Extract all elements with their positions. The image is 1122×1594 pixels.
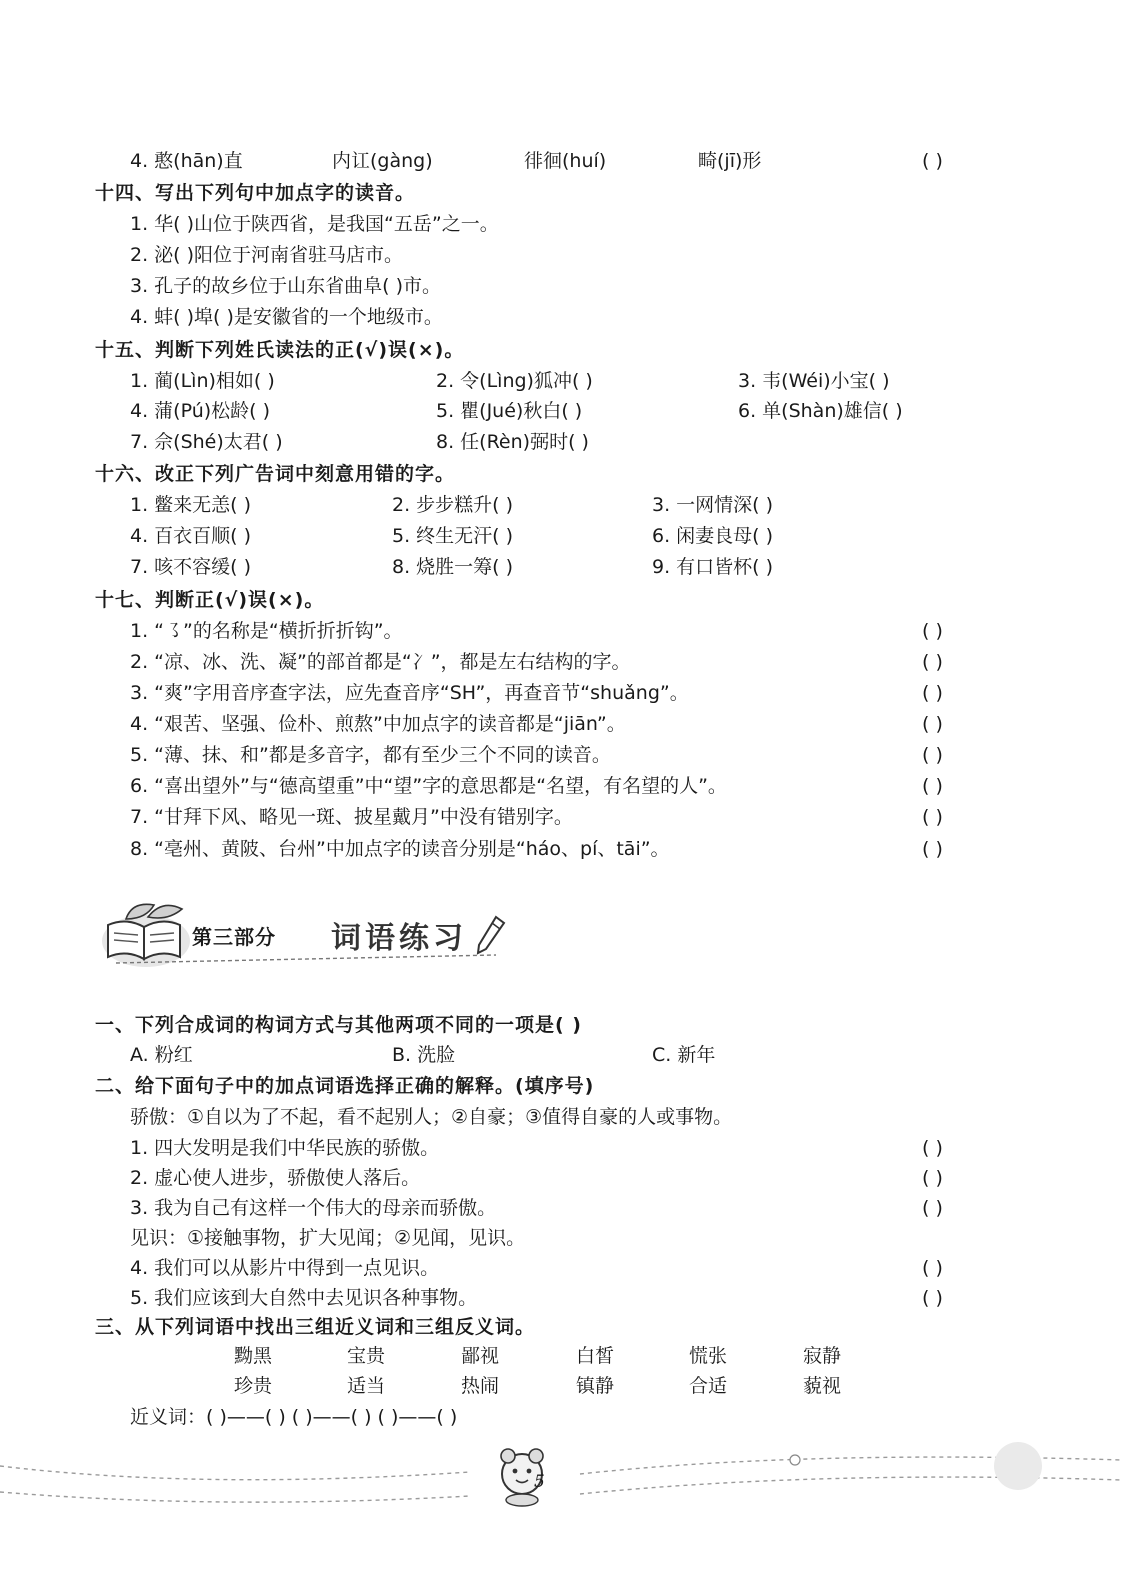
banner-title: 词语练习 bbox=[331, 921, 467, 956]
pencil-icon bbox=[476, 915, 506, 955]
answer-paren[interactable]: ( ) bbox=[922, 150, 943, 172]
section-15-title: 十五、判断下列姓氏读法的正(√)误(×)。 bbox=[95, 339, 465, 361]
sec16-item-6: 6. 闲妻良母( ) bbox=[652, 525, 774, 547]
sec16-item-3: 3. 一网情深( ) bbox=[652, 494, 774, 516]
word: 合适 bbox=[689, 1375, 728, 1397]
sec15-item-2: 2. 令(Lìng)狐冲( ) bbox=[436, 370, 593, 392]
sec17-item-1: 1. “㇌”的名称是“横折折折钩”。 bbox=[130, 620, 403, 642]
p3s2-item-1: 1. 四大发明是我们中华民族的骄傲。 bbox=[130, 1137, 440, 1159]
word: 白皙 bbox=[576, 1345, 615, 1367]
p3s2-definition-jianshi: 见识：①接触事物，扩大见闻；②见闻，见识。 bbox=[130, 1227, 526, 1249]
sec16-item-1: 1. 鳖来无恙( ) bbox=[130, 494, 252, 516]
p3s2-item-4: 4. 我们可以从影片中得到一点见识。 bbox=[130, 1257, 440, 1279]
sec17-item-3: 3. “爽”字用音序查字法，应先查音序“SH”，再查音节“shuǎng”。 bbox=[130, 682, 689, 704]
sec15-item-3: 3. 韦(Wéi)小宝( ) bbox=[738, 370, 890, 392]
word: 适当 bbox=[347, 1375, 386, 1397]
answer-paren[interactable]: ( ) bbox=[922, 682, 943, 704]
section-14-title: 十四、写出下列句中加点字的读音。 bbox=[95, 182, 416, 204]
sec14-item-3: 3. 孔子的故乡位于山东省曲阜( )市。 bbox=[130, 275, 442, 297]
word: 鄙视 bbox=[461, 1345, 500, 1367]
sec17-item-4: 4. “艰苦、坚强、俭朴、煎熬”中加点字的读音都是“jiān”。 bbox=[130, 713, 626, 735]
p3s1-option-a: A. 粉红 bbox=[130, 1044, 193, 1066]
sec16-item-8: 8. 烧胜一筹( ) bbox=[392, 556, 514, 578]
p3s2-item-2: 2. 虚心使人进步，骄傲使人落后。 bbox=[130, 1167, 421, 1189]
sec17-item-6: 6. “喜出望外”与“德高望重”中“望”字的意思都是“名望，有名望的人”。 bbox=[130, 775, 727, 797]
p3-section-2-title: 二、给下面句子中的加点词语选择正确的解释。(填序号) bbox=[95, 1075, 595, 1097]
answer-paren[interactable]: ( ) bbox=[922, 744, 943, 766]
row13-4-c: 徘徊(huí) bbox=[524, 150, 607, 172]
sec16-item-5: 5. 终生无汗( ) bbox=[392, 525, 514, 547]
row13-4-a: 4. 憨(hān)直 bbox=[130, 150, 243, 172]
sec16-item-4: 4. 百衣百顺( ) bbox=[130, 525, 252, 547]
answer-paren[interactable]: ( ) bbox=[922, 1167, 943, 1189]
mascot-icon bbox=[484, 1440, 564, 1510]
word: 宝贵 bbox=[347, 1345, 386, 1367]
sec14-item-1: 1. 华( )山位于陕西省，是我国“五岳”之一。 bbox=[130, 213, 499, 235]
word: 黝黑 bbox=[234, 1345, 273, 1367]
sec16-item-9: 9. 有口皆杯( ) bbox=[652, 556, 774, 578]
answer-paren[interactable]: ( ) bbox=[922, 1257, 943, 1279]
word: 镇静 bbox=[576, 1375, 615, 1397]
row13-4-d: 畸(jī)形 bbox=[698, 150, 762, 172]
word: 慌张 bbox=[689, 1345, 728, 1367]
sec15-item-1: 1. 蔺(Lìn)相如( ) bbox=[130, 370, 275, 392]
section-17-title: 十七、判断正(√)误(×)。 bbox=[95, 589, 325, 611]
sec17-item-8: 8. “亳州、黄陂、台州”中加点字的读音分别是“háo、pí、tāi”。 bbox=[130, 838, 670, 860]
sec17-item-5: 5. “薄、抹、和”都是多音字，都有至少三个不同的读音。 bbox=[130, 744, 611, 766]
sec16-item-7: 7. 咳不容缓( ) bbox=[130, 556, 252, 578]
page-number: 5 bbox=[534, 1472, 545, 1492]
section-16-title: 十六、改正下列广告词中刻意用错的字。 bbox=[95, 463, 456, 485]
row13-4-b: 内讧(gàng) bbox=[332, 150, 433, 172]
sec16-item-2: 2. 步步糕升( ) bbox=[392, 494, 514, 516]
word: 热闹 bbox=[461, 1375, 500, 1397]
sec15-item-4: 4. 蒲(Pú)松龄( ) bbox=[130, 400, 271, 422]
sec15-item-7: 7. 佘(Shé)太君( ) bbox=[130, 431, 283, 453]
p3s2-item-3: 3. 我为自己有这样一个伟大的母亲而骄傲。 bbox=[130, 1197, 497, 1219]
answer-paren[interactable]: ( ) bbox=[922, 1287, 943, 1309]
sec15-item-5: 5. 瞿(Jué)秋白( ) bbox=[436, 400, 583, 422]
section-banner bbox=[96, 895, 516, 975]
sec15-item-8: 8. 任(Rèn)弼时( ) bbox=[436, 431, 589, 453]
answer-paren[interactable]: ( ) bbox=[922, 838, 943, 860]
synonym-answer-line: 近义词：( )——( ) ( )——( ) ( )——( ) bbox=[130, 1406, 458, 1428]
answer-paren[interactable]: ( ) bbox=[922, 1197, 943, 1219]
answer-paren[interactable]: ( ) bbox=[922, 806, 943, 828]
answer-paren[interactable]: ( ) bbox=[922, 713, 943, 735]
sec14-item-2: 2. 泌( )阳位于河南省驻马店市。 bbox=[130, 244, 404, 266]
word: 藐视 bbox=[803, 1375, 842, 1397]
answer-paren[interactable]: ( ) bbox=[922, 775, 943, 797]
sec17-item-2: 2. “凉、冰、洗、凝”的部首都是“冫”，都是左右结构的字。 bbox=[130, 651, 631, 673]
answer-paren[interactable]: ( ) bbox=[922, 620, 943, 642]
sec14-item-4: 4. 蚌( )埠( )是安徽省的一个地级市。 bbox=[130, 306, 443, 328]
answer-paren[interactable]: ( ) bbox=[922, 1137, 943, 1159]
answer-paren[interactable]: ( ) bbox=[922, 651, 943, 673]
p3-section-1-title: 一、下列合成词的构词方式与其他两项不同的一项是( ) bbox=[95, 1014, 582, 1036]
p3s2-item-5: 5. 我们应该到大自然中去见识各种事物。 bbox=[130, 1287, 478, 1309]
p3s1-option-c: C. 新年 bbox=[652, 1044, 716, 1066]
sec17-item-7: 7. “甘拜下风、略见一斑、披星戴月”中没有错别字。 bbox=[130, 806, 573, 828]
word: 寂静 bbox=[803, 1345, 842, 1367]
p3s2-definition-jiaoao: 骄傲：①自以为了不起，看不起别人；②自豪；③值得自豪的人或事物。 bbox=[130, 1106, 733, 1128]
word: 珍贵 bbox=[234, 1375, 273, 1397]
p3-section-3-title: 三、从下列词语中找出三组近义词和三组反义词。 bbox=[95, 1316, 536, 1338]
sec15-item-6: 6. 单(Shàn)雄信( ) bbox=[738, 400, 903, 422]
p3s1-option-b: B. 洗脸 bbox=[392, 1044, 456, 1066]
banner-part-label: 第三部分 bbox=[192, 925, 276, 949]
